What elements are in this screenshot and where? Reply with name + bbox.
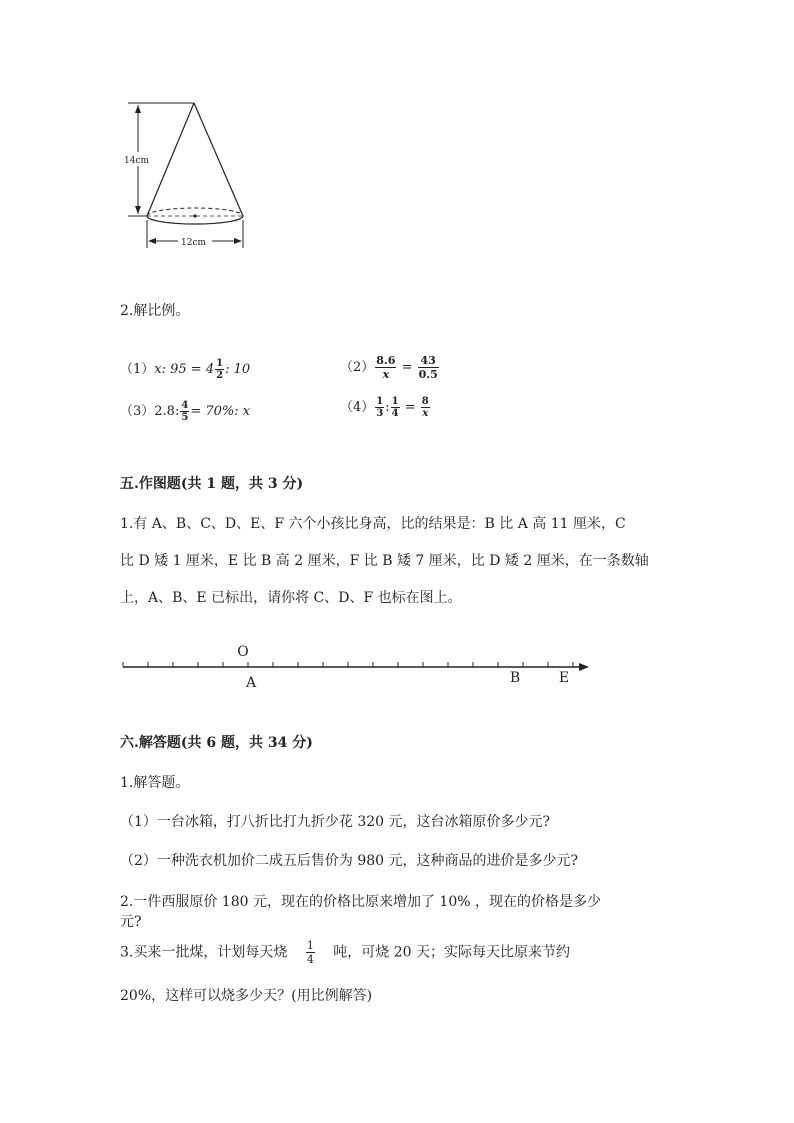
section6-q2-line2: 元? bbox=[120, 914, 142, 930]
q2-p4-fraction-2: $\frac{1}{4}$ bbox=[391, 396, 399, 419]
section6-q3-line2: 20%，这样可以烧多少天？(用比例解答) bbox=[120, 988, 373, 1004]
q2-p3-lhs: 2.8: bbox=[154, 404, 180, 419]
q2-p2-equals: = bbox=[401, 360, 413, 375]
section6-q3-text-b: 吨，可烧 20 天；实际每天比原来节约 bbox=[333, 944, 570, 961]
section5-q1-line1: 1.有 A、B、C、D、E、F 六个小孩比身高，比的结果是：B 比 A 高 11 厘米，C bbox=[120, 516, 626, 532]
q2-problem-1 bbox=[120, 358, 250, 381]
section6-q3-line1 bbox=[120, 939, 570, 966]
cone-height-label: 14cm bbox=[124, 156, 150, 166]
q2-p1-fraction: $\frac{1}{2}$ bbox=[216, 358, 224, 381]
q2-p4-colon: : bbox=[385, 400, 390, 415]
section6-q1-part2: （2）一种洗衣机加价二成五后售价为 980 元，这种商品的进价是多少元? bbox=[120, 853, 579, 869]
q2-p4-fraction-1: $\frac{1}{3}$ bbox=[376, 396, 384, 419]
q2-p1-rhs: : 10 bbox=[225, 362, 251, 377]
q2-p3-num: （3） bbox=[120, 404, 155, 419]
q2-p4-fraction-3: $\frac{8}{x}$ bbox=[421, 396, 429, 419]
section6-heading: 六.解答题(共 6 题，共 34 分) bbox=[120, 735, 313, 751]
q2-problem-2 bbox=[340, 354, 440, 381]
q2-p4-num: （4） bbox=[340, 400, 375, 415]
point-a-label: A bbox=[245, 675, 257, 691]
section6-q1-part1: （1）一台冰箱，打八折比打九折少花 320 元，这台冰箱原价多少元? bbox=[120, 814, 551, 830]
origin-label: O bbox=[237, 644, 249, 660]
q2-title: 2.解比例。 bbox=[120, 303, 190, 319]
q2-p3-rhs: = 70%: x bbox=[190, 404, 251, 419]
q2-p1-num: （1） bbox=[120, 362, 155, 377]
q2-p2-fraction-right: $\frac{43}{0.5}$ bbox=[418, 354, 438, 381]
section5-q1-line3: 上，A、B、E 已标出，请你将 C、D、F 也标在图上。 bbox=[120, 590, 462, 606]
section6-q1-title: 1.解答题。 bbox=[120, 775, 190, 791]
section6-q3-fraction: $\frac{1}{4}$ bbox=[306, 939, 314, 966]
section6-q3-text-a: 3.买来一批煤，计划每天烧 bbox=[120, 944, 288, 961]
section5-heading: 五.作图题(共 1 题，共 3 分) bbox=[120, 476, 304, 492]
cone-left-side bbox=[147, 103, 194, 216]
cone-diameter-label: 12cm bbox=[181, 238, 207, 248]
q2-p2-num: （2） bbox=[340, 360, 375, 375]
cone-right-side bbox=[194, 103, 243, 216]
q2-problem-4 bbox=[340, 396, 431, 419]
point-b-label: B bbox=[509, 670, 521, 686]
cone-diagram bbox=[120, 96, 260, 256]
q2-p2-fraction-left: $\frac{8.6}{x}$ bbox=[376, 354, 396, 381]
q2-p1-lhs: x: 95 = 4 bbox=[154, 362, 215, 377]
number-line-arrow bbox=[579, 663, 589, 671]
section6-q2-line1: 2.一件西服原价 180 元，现在的价格比原来增加了 10% ，现在的价格是多少 bbox=[120, 894, 601, 910]
number-line bbox=[115, 640, 600, 692]
q2-problem-3 bbox=[120, 400, 250, 423]
q2-p4-equals: = bbox=[404, 400, 416, 415]
section5-q1-line2: 比 D 矮 1 厘米，E 比 B 高 2 厘米，F 比 B 矮 7 厘米，比 D 矮 2 厘米，在一条数轴 bbox=[120, 553, 649, 569]
q2-p3-fraction: $\frac{4}{5}$ bbox=[181, 400, 189, 423]
point-e-label: E bbox=[558, 670, 570, 686]
